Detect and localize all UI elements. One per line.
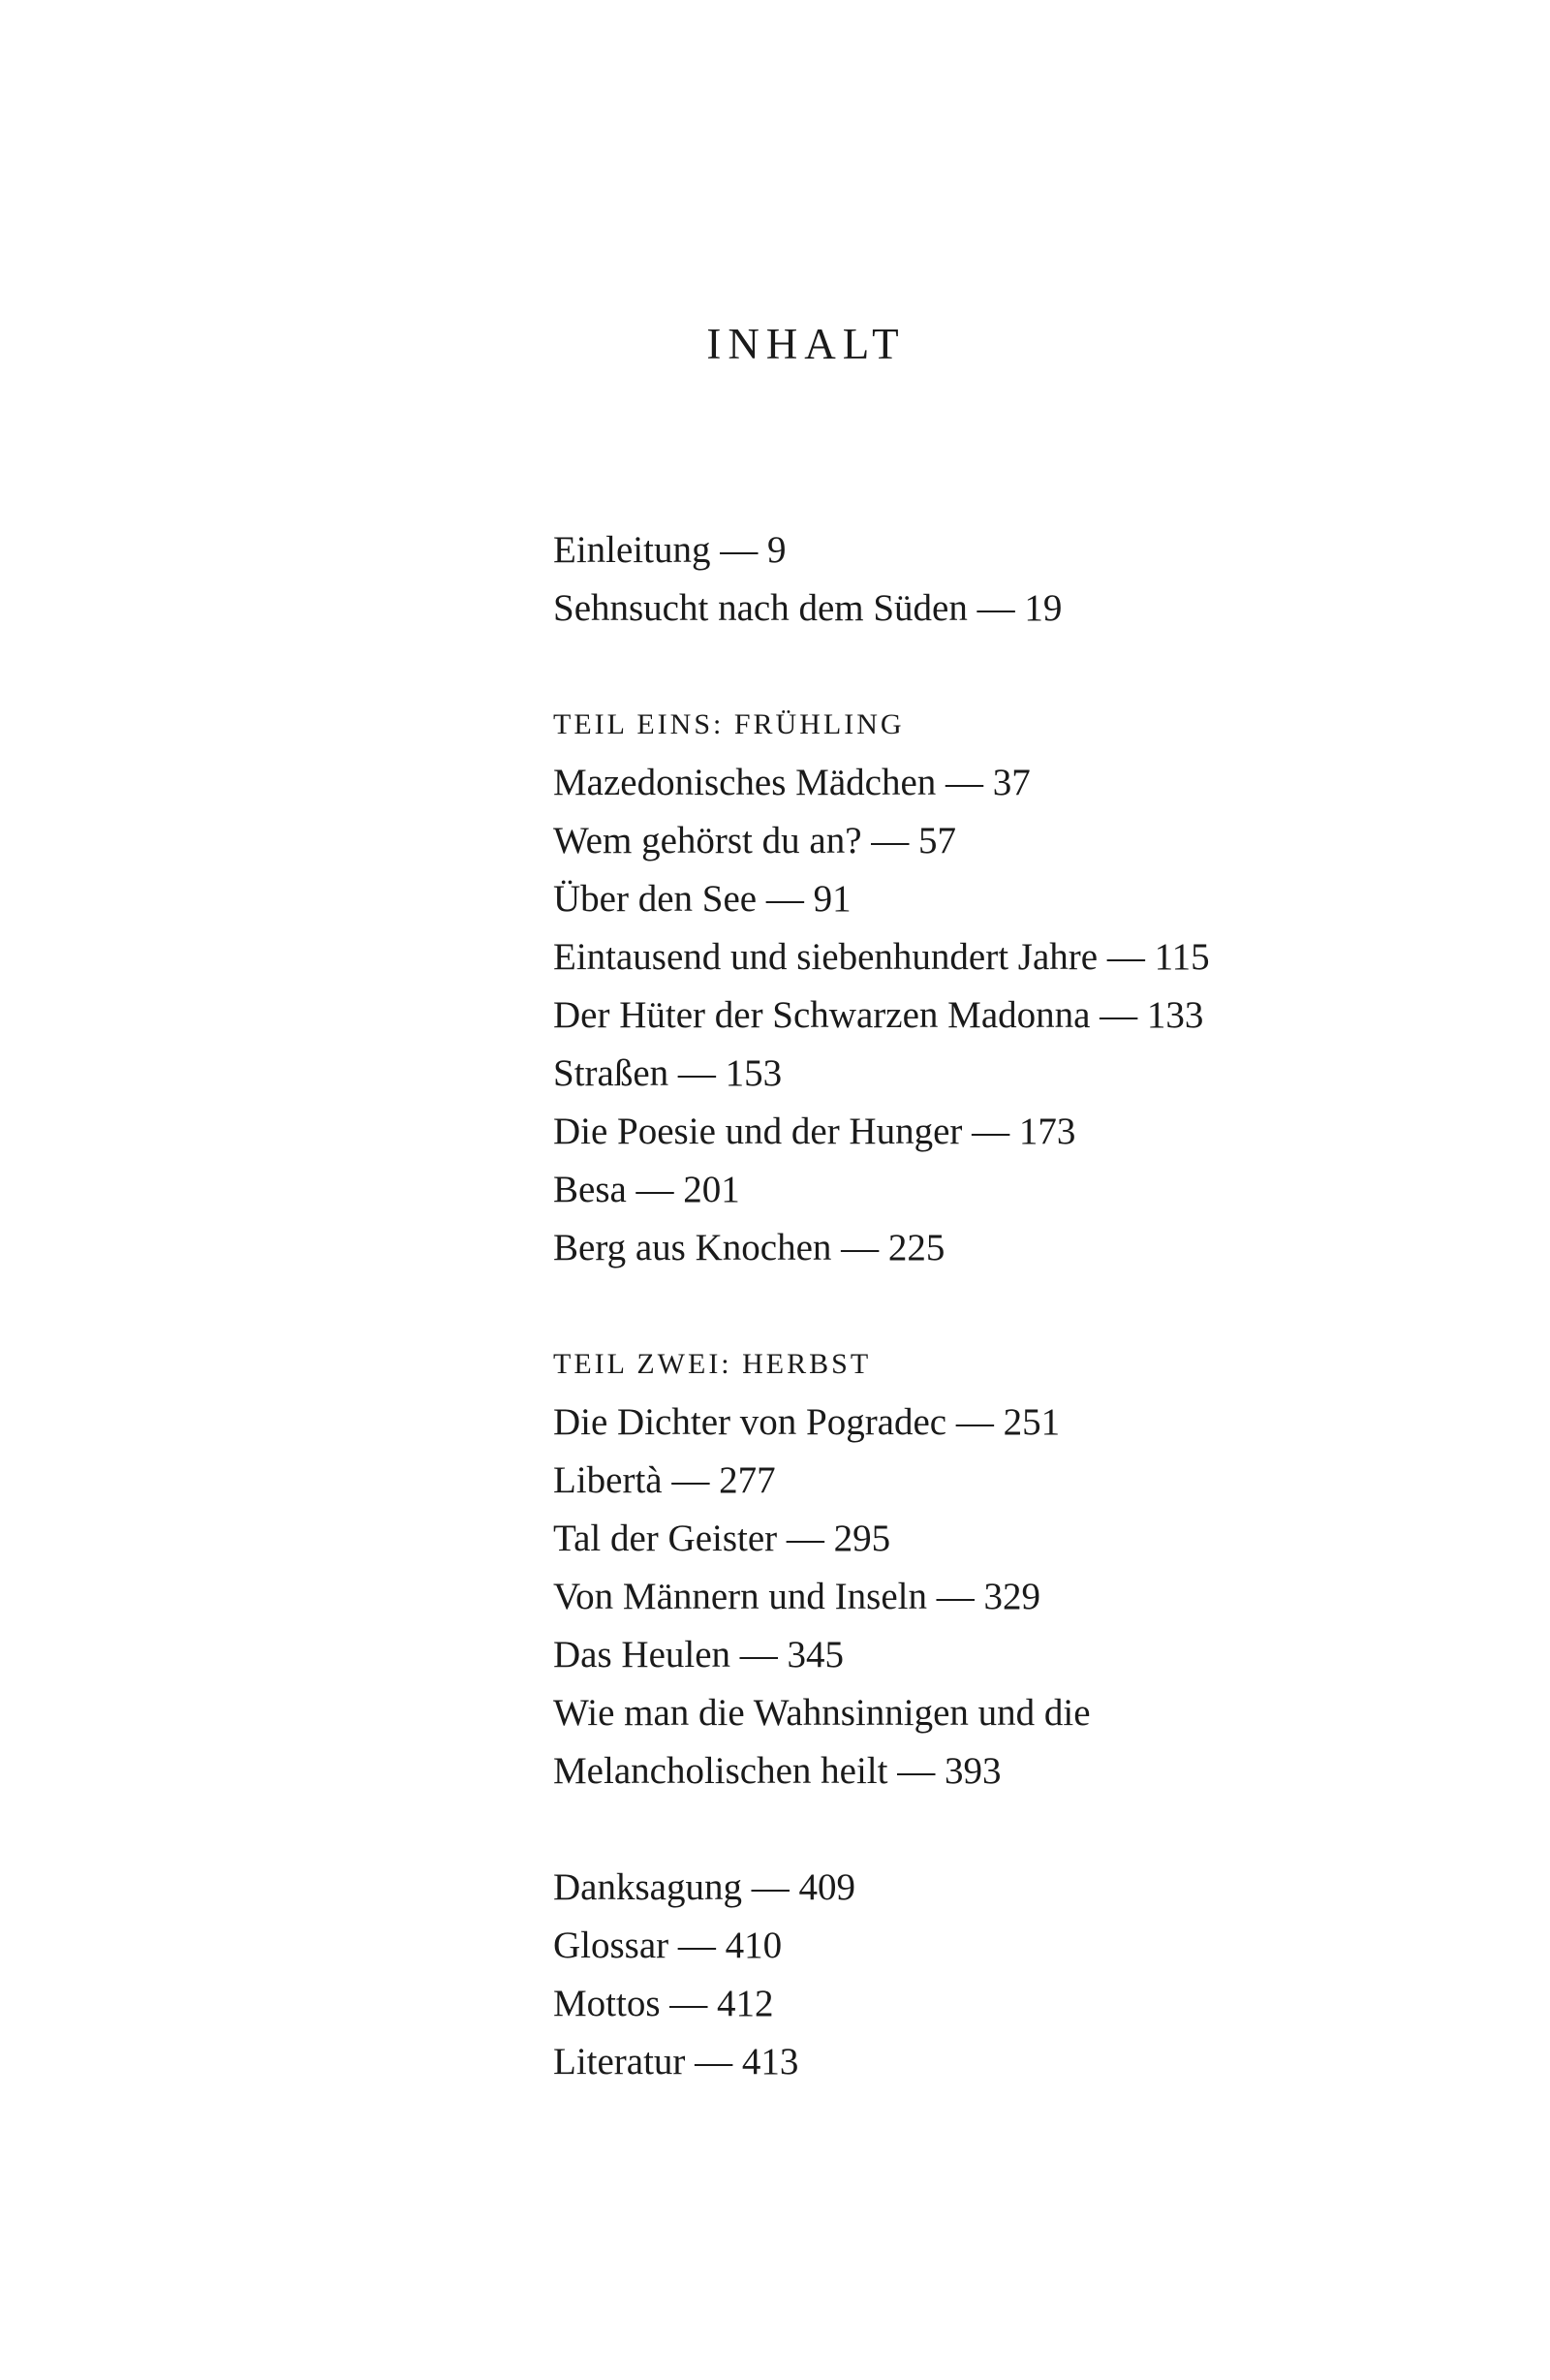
toc-part-two — [553, 1335, 1328, 1801]
toc-entry: Glossar — 410 — [553, 1925, 783, 1966]
toc-entry: Mazedonisches Mädchen — 37 — [553, 762, 1031, 803]
toc-entry: Sehnsucht nach dem Süden — 19 — [553, 587, 1063, 629]
toc-back-matter — [553, 1859, 1328, 2091]
toc-entry: Straßen — 153 — [553, 1052, 783, 1094]
toc-part-one — [553, 696, 1328, 1277]
toc-entry: Wem gehörst du an? — 57 — [553, 820, 957, 861]
toc-entry: Die Dichter von Pogradec — 251 — [553, 1401, 1061, 1443]
toc-entry: Eintausend und siebenhundert Jahre — 115 — [553, 936, 1210, 978]
toc-entry: Literatur — 413 — [553, 2041, 799, 2082]
toc-entry: Einleitung — 9 — [553, 529, 787, 571]
toc-intro-group — [553, 521, 1328, 638]
toc-entry: Mottos — 412 — [553, 1983, 774, 2024]
toc-entry: Libertà — 277 — [553, 1459, 776, 1501]
part-heading: TEIL ZWEI: HERBST — [553, 1348, 872, 1380]
table-of-contents — [553, 521, 1328, 2091]
toc-entry: Von Männern und Inseln — 329 — [553, 1576, 1040, 1617]
toc-entry: Tal der Geister — 295 — [553, 1518, 891, 1559]
part-heading: TEIL EINS: FRÜHLING — [553, 708, 905, 740]
toc-entry: Das Heulen — 345 — [553, 1634, 845, 1675]
toc-entry: Über den See — 91 — [553, 878, 852, 920]
toc-entry: Berg aus Knochen — 225 — [553, 1227, 946, 1268]
toc-entry: Der Hüter der Schwarzen Madonna — 133 — [553, 994, 1204, 1036]
toc-entry: Danksagung — 409 — [553, 1866, 855, 1908]
toc-entry: Besa — 201 — [553, 1169, 740, 1210]
toc-entry: Die Poesie und der Hunger — 173 — [553, 1111, 1076, 1152]
toc-entry: Wie man die Wahnsinnigen und die Melancholischen heilt — 393 — [553, 1692, 1091, 1792]
page-title: INHALT — [706, 320, 906, 369]
